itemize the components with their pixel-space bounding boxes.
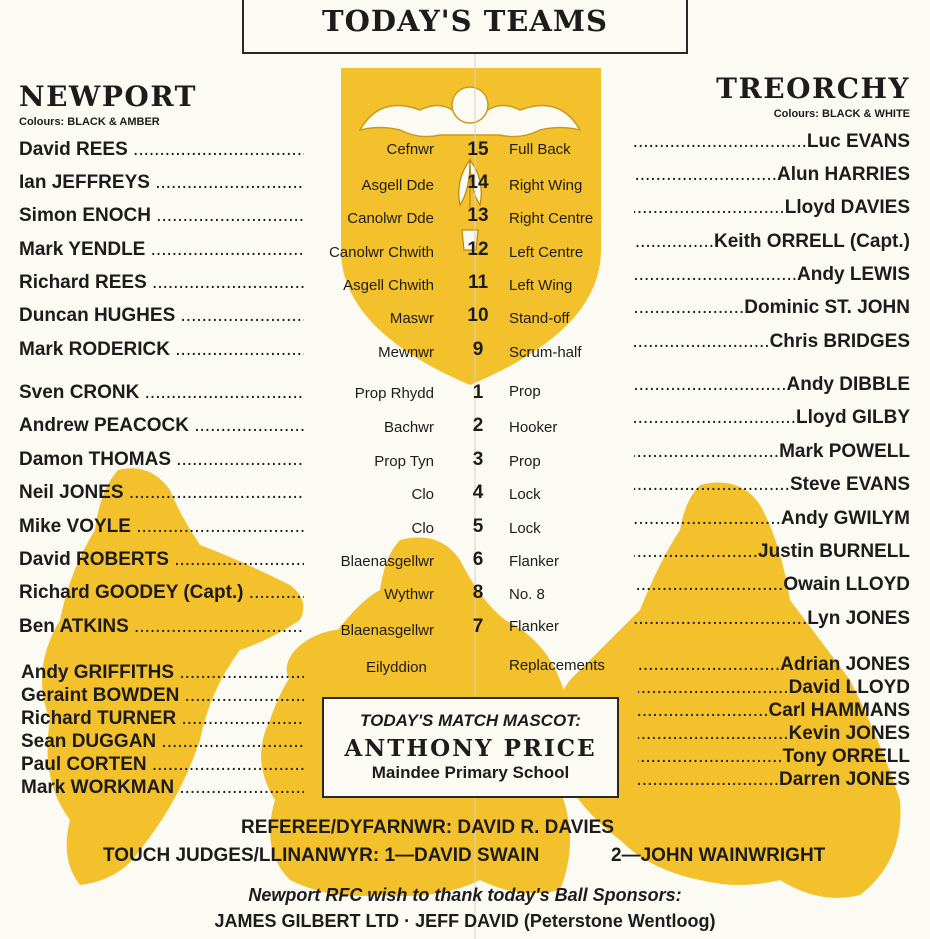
- treorchy-player: Lloyd DAVIES .....: [634, 197, 910, 219]
- newport-player: Sven CRONK .....: [19, 382, 304, 404]
- english-position: Left Wing: [509, 277, 573, 294]
- team-row: [0, 264, 930, 298]
- replacements-welsh-label: Eilyddion: [366, 659, 427, 676]
- newport-replacement: Sean DUGGAN .....: [21, 731, 304, 753]
- welsh-position: Asgell Dde: [361, 177, 434, 194]
- newport-player: David REES .....: [19, 139, 304, 161]
- shirt-number: 11: [467, 272, 489, 293]
- newport-player: Damon THOMAS .....: [19, 449, 304, 471]
- newport-player: Andrew PEACOCK .....: [19, 415, 304, 437]
- english-position: Stand-off: [509, 310, 570, 327]
- page-title: TODAY'S TEAMS: [322, 4, 608, 38]
- english-position: No. 8: [509, 586, 545, 603]
- treorchy-replacement: Kevin JONES .....: [638, 723, 910, 745]
- shirt-number: 1: [472, 382, 484, 403]
- shirt-number: 5: [472, 516, 484, 537]
- shirt-number: 3: [472, 449, 484, 470]
- treorchy-replacement: Tony ORRELL .....: [638, 746, 910, 768]
- english-position: Flanker: [509, 618, 560, 635]
- newport-player: Richard REES .....: [19, 272, 304, 294]
- welsh-position: Blaenasgellwr: [340, 622, 434, 639]
- touch-judge-1: TOUCH JUDGES/LLINANWYR: 1—DAVID SWAIN: [103, 845, 540, 866]
- welsh-position: Mewnwr: [378, 344, 434, 361]
- mascot-box: [322, 697, 619, 798]
- shirt-number: 13: [467, 205, 489, 226]
- newport-player: Neil JONES .....: [19, 482, 304, 504]
- welsh-position: Canolwr Chwith: [328, 244, 434, 261]
- team-row: [0, 407, 930, 441]
- shirt-number: 15: [467, 139, 489, 160]
- treorchy-player: Chris BRIDGES .....: [634, 331, 910, 353]
- team-row: [0, 508, 930, 542]
- newport-player: Ian JEFFREYS .....: [19, 172, 304, 194]
- english-position: Lock: [509, 486, 541, 503]
- welsh-position: Wythwr: [384, 586, 434, 603]
- treorchy-player: Lyn JONES .....: [634, 608, 910, 630]
- newport-replacement: Paul CORTEN .....: [21, 754, 304, 776]
- treorchy-player: Mark POWELL .....: [634, 441, 910, 463]
- newport-player: Mike VOYLE .....: [19, 516, 304, 538]
- team-row: [0, 608, 930, 642]
- treorchy-player: Owain LLOYD .....: [634, 574, 910, 596]
- replacements-label: Replacements: [509, 657, 605, 674]
- treorchy-player: Lloyd GILBY .....: [634, 407, 910, 429]
- shirt-number: 9: [472, 339, 484, 360]
- welsh-position: Blaenasgellwr: [340, 553, 434, 570]
- welsh-position: Asgell Chwith: [343, 277, 434, 294]
- team-row: [0, 474, 930, 508]
- team-row: [0, 374, 930, 408]
- header-box: [242, 0, 688, 54]
- welsh-position: Canolwr Dde: [347, 210, 434, 227]
- treorchy-player: Keith ORRELL (Capt.) .....: [634, 231, 910, 253]
- shirt-number: 7: [472, 616, 484, 637]
- english-position: Right Wing: [509, 177, 583, 194]
- english-position: Prop: [509, 453, 541, 470]
- newport-player: David ROBERTS .....: [19, 549, 304, 571]
- newport-player: Duncan HUGHES .....: [19, 305, 304, 327]
- newport-player: Ben ATKINS .....: [19, 616, 304, 638]
- treorchy-player: Dominic ST. JOHN .....: [634, 297, 910, 319]
- treorchy-player: Alun HARRIES .....: [634, 164, 910, 186]
- team-row: [0, 297, 930, 331]
- team-row: [0, 441, 930, 475]
- treorchy-replacement: Carl HAMMANS .....: [638, 700, 910, 722]
- welsh-position: Clo: [411, 520, 434, 537]
- newport-replacement: Mark WORKMAN .....: [21, 777, 304, 799]
- english-position: Left Centre: [509, 244, 584, 261]
- treorchy-player: Luc EVANS .....: [634, 131, 910, 153]
- treorchy-player: Andy GWILYM .....: [634, 508, 910, 530]
- english-position: Hooker: [509, 419, 558, 436]
- newport-player: Simon ENOCH .....: [19, 205, 304, 227]
- shirt-number: 10: [467, 305, 489, 326]
- newport-replacement: Andy GRIFFITHS .....: [21, 662, 304, 684]
- shirt-number: 2: [472, 415, 484, 436]
- newport-colours: Colours: BLACK & AMBER: [19, 116, 160, 128]
- treorchy-player: Andy DIBBLE .....: [634, 374, 910, 396]
- mascot-label: TODAY'S MATCH MASCOT:: [360, 711, 581, 730]
- mascot-name: ANTHONY PRICE: [344, 735, 597, 762]
- treorchy-player: Justin BURNELL .....: [634, 541, 910, 563]
- touch-judge-2: 2—JOHN WAINWRIGHT: [611, 845, 826, 866]
- referee: REFEREE/DYFARNWR: DAVID R. DAVIES: [241, 817, 614, 838]
- sponsors-label: Newport RFC wish to thank today's Ball Sponsors:: [248, 885, 682, 905]
- team-row: [0, 331, 930, 365]
- shirt-number: 14: [467, 172, 489, 193]
- english-position: Flanker: [509, 553, 560, 570]
- shirt-number: 6: [472, 549, 484, 570]
- english-position: Full Back: [509, 141, 571, 158]
- shirt-number: 4: [472, 482, 484, 503]
- team-row: [0, 164, 930, 198]
- team-row: [0, 231, 930, 265]
- english-position: Prop: [509, 383, 541, 400]
- welsh-position: Prop Tyn: [374, 453, 434, 470]
- sponsors-names: JAMES GILBERT LTD · JEFF DAVID (Peterstone Wentloog): [214, 911, 716, 931]
- english-position: Lock: [509, 520, 541, 537]
- newport-player: Mark YENDLE .....: [19, 239, 304, 261]
- welsh-position: Prop Rhydd: [354, 385, 434, 402]
- welsh-position: Maswr: [389, 310, 434, 327]
- mascot-school: Maindee Primary School: [371, 763, 570, 782]
- treorchy-player: Andy LEWIS .....: [634, 264, 910, 286]
- english-position: Right Centre: [509, 210, 594, 227]
- team-row: [0, 131, 930, 165]
- treorchy-colours: Colours: BLACK & WHITE: [773, 108, 910, 120]
- english-position: Scrum-half: [509, 344, 582, 361]
- team-row: [0, 197, 930, 231]
- treorchy-replacement: Adrian JONES .....: [638, 654, 910, 676]
- welsh-position: Bachwr: [383, 419, 434, 436]
- team-row: [0, 541, 930, 575]
- shirt-number: 8: [472, 582, 484, 603]
- newport-player: Richard GOODEY (Capt.) .....: [19, 582, 304, 604]
- treorchy-player: Steve EVANS .....: [634, 474, 910, 496]
- welsh-position: Cefnwr: [386, 141, 434, 158]
- treorchy-replacement: David LLOYD .....: [638, 677, 910, 699]
- team-row: [0, 574, 930, 608]
- welsh-position: Clo: [411, 486, 434, 503]
- newport-replacement: Richard TURNER .....: [21, 708, 304, 730]
- newport-team-name: NEWPORT: [19, 80, 197, 113]
- shirt-number: 12: [467, 239, 489, 260]
- newport-replacement: Geraint BOWDEN .....: [21, 685, 304, 707]
- newport-player: Mark RODERICK .....: [19, 339, 304, 361]
- treorchy-team-name: TREORCHY: [716, 72, 910, 105]
- treorchy-replacement: Darren JONES .....: [638, 769, 910, 791]
